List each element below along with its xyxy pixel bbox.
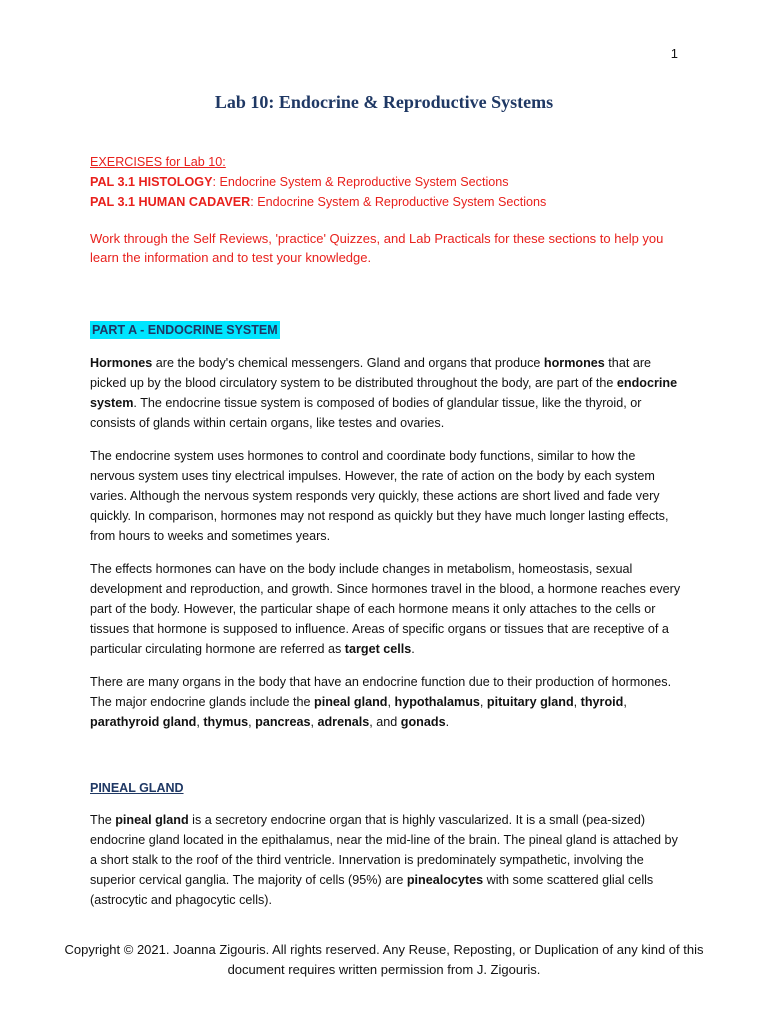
exercise-line-rest: : Endocrine System & Reproductive System Sections (250, 195, 547, 209)
text-run: that are picked up by the blood circulatory system to be distributed throughout the body, are part of the (90, 356, 652, 390)
bold-term: target cells (344, 642, 412, 656)
text-run: , (479, 695, 487, 709)
text-run: There are many organs in the body that have an endocrine function due to their production of hormones. The major endocrine glands include the (90, 675, 672, 709)
text-run: , (387, 695, 395, 709)
bold-term: hypothalamus (394, 695, 480, 709)
text-run: with some scattered glial cells (astrocytic and phagocytic cells). (90, 873, 654, 907)
text-run: The (90, 813, 116, 827)
text-run: , (623, 695, 627, 709)
bold-term: hormones (543, 356, 605, 370)
pineal-heading-wrap (90, 778, 682, 798)
part-a-heading: PART A - ENDOCRINE SYSTEM (92, 323, 278, 337)
bold-term: pineal gland (115, 813, 189, 827)
exercises-note: Work through the Self Reviews, 'practice' Quizzes, and Lab Practicals for these sections to help you learn the information and to test your knowledge. (90, 231, 664, 265)
exercise-line-rest: : Endocrine System & Reproductive System Sections (212, 175, 509, 189)
text-run: are the body's chemical messengers. Gland and organs that produce (152, 356, 544, 370)
bold-term: gonads (400, 715, 446, 729)
pineal-paragraph-1 (90, 810, 682, 910)
part-a-paragraph-3 (90, 559, 682, 659)
bold-term: thymus (203, 715, 249, 729)
bold-term: pineal gland (314, 695, 388, 709)
exercises-heading: EXERCISES for Lab 10: (90, 155, 226, 169)
text-run: , and (369, 715, 401, 729)
exercises-section (90, 152, 682, 212)
text-run: , (573, 695, 581, 709)
exercise-line-bold: PAL 3.1 HISTOLOGY (90, 175, 213, 189)
bold-term: pancreas (255, 715, 311, 729)
part-a-paragraph-4 (90, 672, 682, 732)
text-run: , (310, 715, 318, 729)
document-title: Lab 10: Endocrine & Reproductive Systems (214, 92, 554, 112)
text-run: The effects hormones can have on the body include changes in metabolism, homeostasis, sexual development and reproduction, and growth. Since hormones travel in the blood, a hormone reaches every part of the body. However, the particular shape of each hormone means it only attaches to the cells or tissues that hormone is supposed to influence. Areas of specific organs or tissues that are receptive of a particular circulating hormone are referred as (90, 562, 681, 656)
exercise-line (90, 192, 682, 212)
part-a-paragraph-1 (90, 353, 682, 433)
bold-term: endocrine system (90, 376, 678, 410)
bold-term: thyroid (580, 695, 624, 709)
text-run: . (411, 642, 415, 656)
bold-term: pinealocytes (406, 873, 484, 887)
page-number: 1 (670, 46, 678, 61)
part-a-heading-wrap (90, 320, 682, 340)
text-run: , (196, 715, 204, 729)
text-run: , (248, 715, 256, 729)
bold-term: Hormones (90, 356, 153, 370)
bold-term: parathyroid gland (90, 715, 197, 729)
bold-term: pituitary gland (486, 695, 574, 709)
text-run: . The endocrine tissue system is composed of bodies of glandular tissue, like the thyroid, or consists of glands within certain organs, like testes and ovaries. (90, 396, 642, 430)
pineal-gland-heading: PINEAL GLAND (90, 781, 184, 795)
text-run: . (445, 715, 450, 729)
part-a-paragraph-2: The endocrine system uses hormones to control and coordinate body functions, similar to how the nervous system uses tiny electrical impulses. However, the rate of action on the body by each system varies. Although the nervous system responds very quickly, these actions are short lived and fade very quickly. In comparison, hormones may not respond as quickly but they have much longer lasting effects, from hours to weeks and sometimes years. (90, 449, 669, 543)
bold-term: adrenals (317, 715, 370, 729)
copyright-notice: Copyright © 2021. Joanna Zigouris. All rights reserved. Any Reuse, Reposting, or Duplication of any kind of this document requires written permission from J. Zigouris. (64, 942, 704, 977)
text-run: is a secretory endocrine organ that is highly vascularized. It is a small (pea-sized) endocrine gland located in the epithalamus, near the mid-line of the brain. The pineal gland is attached by a short stalk to the roof of the third ventricle. Innervation is predominately sympathetic, involving the superior cervical ganglia. The majority of cells (95%) are (90, 813, 678, 887)
exercise-line (90, 172, 682, 192)
exercise-line-bold: PAL 3.1 HUMAN CADAVER (90, 195, 251, 209)
